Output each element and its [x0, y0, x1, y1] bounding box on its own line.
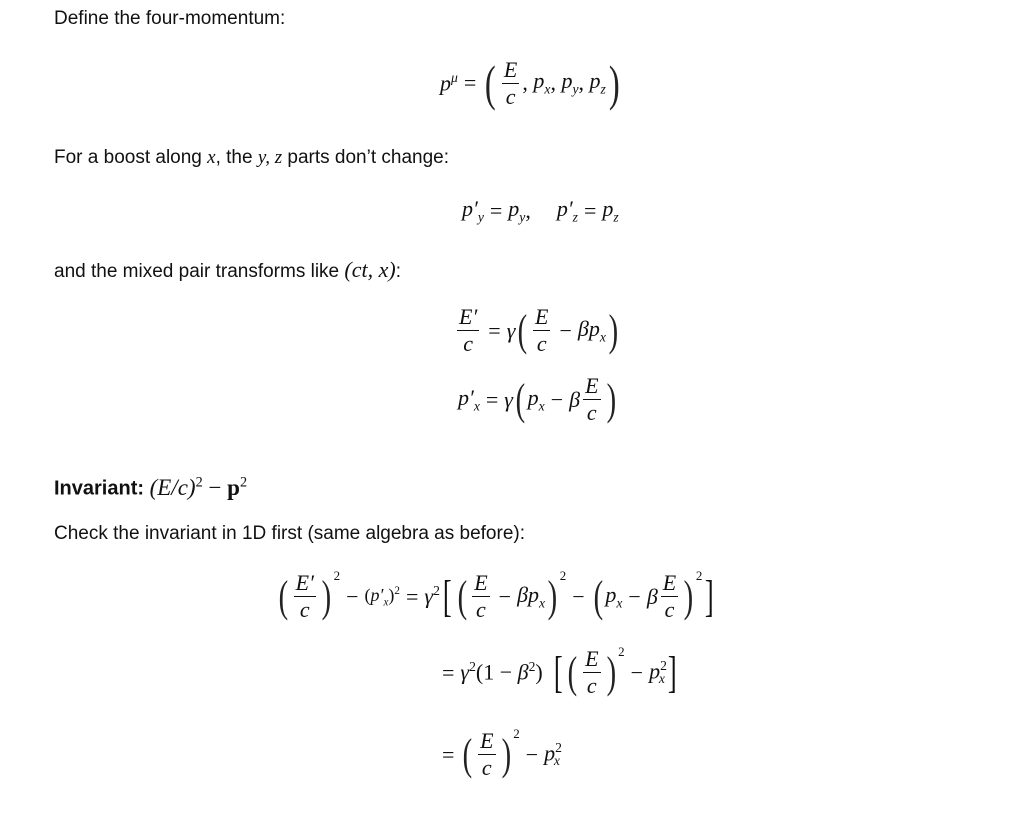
- check-equation-3: = ( $\frac{E}{c}$ ) 2 − $p^2_x$: [442, 726, 562, 780]
- intro-line: Define the four-momentum:: [54, 8, 286, 29]
- energy-transform-equation: $\frac{E'}{c}$ = γ ( $\frac{E}{c}$ − $\beta p_x$ ): [459, 304, 619, 356]
- mixed-pair-line: and the mixed pair transforms like (ct, x):: [54, 257, 401, 282]
- check-equation-1: ( $\frac{E'}{c}$ ) 2 − $(p'_x)^2$ = $\gamma^2$ [ ( $\frac{E}{c}$ − $\beta p_x$ ) 2 − ( $p_x$ − β $\frac{E}{c}$ ) 2 ]: [278, 568, 715, 622]
- check-line: Check the invariant in 1D first (same algebra as before):: [54, 523, 525, 544]
- invariant-heading: Invariant: $(E/c)^2 - p^2$: [54, 474, 248, 500]
- transverse-equation: $p'_y$ = $p_y$ , $p'_z$ = $p_z$: [462, 196, 619, 225]
- check-equation-2: = $\gamma^2(1 - \beta^2)$ [ ( $\frac{E}{c}$ ) 2 − $p^2_x$ ]: [442, 644, 677, 698]
- boost-line: For a boost along x, the y, z parts don’t change:: [54, 147, 450, 168]
- momentum-transform-equation: $p'_x$ = γ ( $p_x$ − β $\frac{E}{c}$ ): [458, 373, 616, 425]
- four-momentum-equation: $p^\mu$ = ( $\frac{E}{c}$ , $p_x$ , $p_y$ , $p_z$ ): [440, 55, 620, 111]
